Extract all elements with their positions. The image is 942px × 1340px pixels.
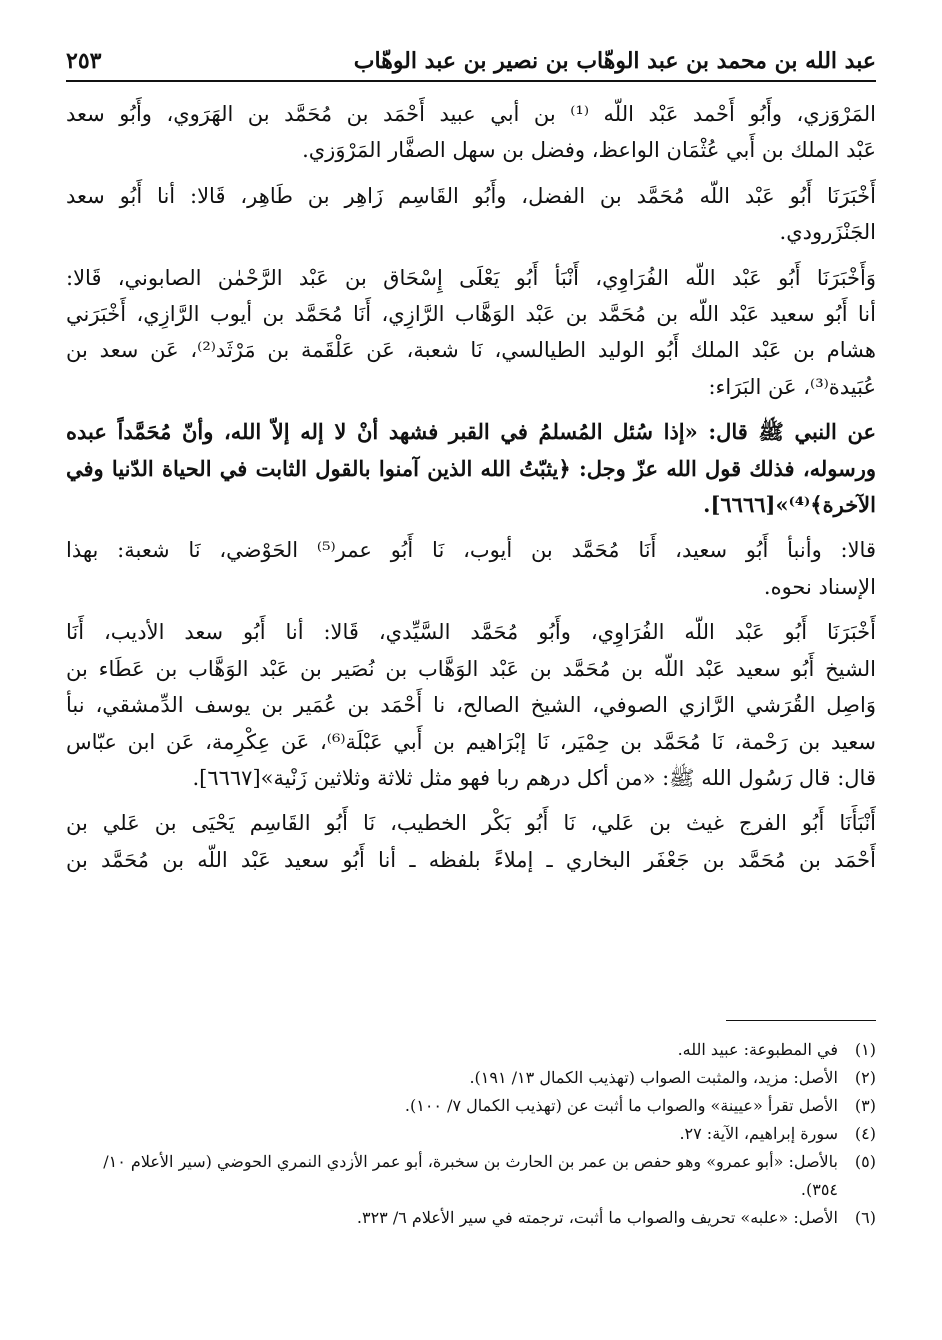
footnote-number: (٤) [854,1124,876,1143]
hadith-line: عن النبي ﷺ قال: «إذا سُئل المُسلمُ في القبر فشهد أنْ لا إله إلاّ الله، وأنّ مُحَمَّداً عبده [66,419,876,445]
text-line: عُبَيدة⁽³⁾، عَن البَرَاء: [708,374,876,399]
running-header [66,34,876,74]
paragraph [66,260,876,406]
text-line: وَأَخْبَرَنَا أَبُو عَبْد اللّه الفُرَاوِي، أَنْبَأ أَبُو يَعْلَى إِسْحَاق بن عَبْد الرَّحْمٰن الصابوني، قَالا: [66,265,876,290]
paragraph [66,96,876,169]
footnote [66,1092,876,1120]
footnotes [66,1036,876,1232]
footnote-number: (٢) [854,1068,876,1087]
footnote [66,1148,876,1204]
text-line: أَخْبَرَنَا أَبُو عَبْد اللّه مُحَمَّد بن الفضل، وأَبُو القَاسِم زَاهِر بن طَاهِر، قَالا: أنا أَبُو سعد [66,183,876,208]
text-line: أَخْبَرَنَا أَبُو عَبْد اللّه الفُرَاوِي، وأَبُو مُحَمَّد السَّيِّدي، قَالا: أنا أَبُو سعد الأديب، أَنَا [66,620,876,645]
paragraph [66,178,876,251]
footnote-text: في المطبوعة: عبيد الله. [677,1040,838,1059]
header-rule [66,80,876,82]
footnote-text: سورة إبراهيم، الآية: ٢٧. [679,1124,838,1143]
paragraph [66,414,876,523]
footnote [66,1204,876,1232]
text-line: الشيخ أَبُو سعيد عَبْد اللّه بن مُحَمَّد بن عَبْد الوَهَّاب بن نُصَير بن عَبْد الوَهَّاب بن عَطَاء بن [66,656,876,681]
footnote-text: الأصل: «علبه» تحريف والصواب ما أثبت، ترجمته في سير الأعلام ٦/ ٣٢٣. [356,1208,838,1227]
footnote-rule [726,1020,876,1021]
text-line: قالا: وأنبأ أَبُو سعيد، أَنَا مُحَمَّد بن أيوب، نَا أَبُو عمر⁽⁵⁾ الحَوْضي، نَا شعبة: بهذا [66,538,876,563]
footnote [66,1036,876,1064]
text-line: سعيد بن رَحْمة، نَا مُحَمَّد بن حِمْيَر، نَا إبْرَاهيم بن أَبي عَبْلَة⁽⁶⁾، عَن عِكْرِمة، عَن ابن عبّاس [66,729,876,754]
hadith-line: الآخرة﴾⁽⁴⁾»[٦٦٦٦]. [703,492,876,518]
text-line: الإسناد نحوه. [763,574,876,599]
running-title: عبد الله بن محمد بن عبد الوهّاب بن نصير بن عبد الوهّاب [353,48,876,74]
footnote-text: الأصل تقرأ «عيينة» والصواب ما أثبت عن (تهذيب الكمال ٧/ ١٠٠). [404,1096,838,1115]
paragraph [66,805,876,878]
paragraph [66,614,876,796]
footnote-number: (٥) [854,1152,876,1171]
footnote [66,1064,876,1092]
text-line: أَنْبَأَنَا أَبُو الفرج غيث بن عَلي، نَا أَبُو بَكْر الخطيب، نَا أَبُو القَاسِم يَحْيَى بن عَلي بن [66,811,876,836]
text-line: وَاصِل القُرَشي الرَّازي الصوفي، الشيخ الصالح، نا أَحْمَد بن عُمَير بن يوسف الدِّمشقي، نبأ [66,693,876,718]
main-text [66,96,876,887]
footnote-number: (٦) [854,1208,876,1227]
text-line: هشام بن عَبْد الملك أَبُو الوليد الطيالسي، نَا شعبة، عَن عَلْقَمة بن مَرْثَد⁽²⁾، عَن سعد بن [66,338,876,363]
text-line: عَبْد الملك بن أَبي عُثْمَان الواعظ، وفضل بن سهل الصفَّار المَرْوَزي. [302,138,876,163]
footnote-number: (٣) [854,1096,876,1115]
footnote [66,1120,876,1148]
text-line: المَرْوَزي، وأَبُو أَحْمد عَبْد اللّه ⁽¹⁾ بن أبي عبيد أَحْمَد بن مُحَمَّد بن الهَرَوي، وأَبُو سعد [66,102,876,126]
text-line: قال: قال رَسُول الله ﷺ: «من أكل درهم ربا فهو مثل ثلاثة وثلاثين زَنْية»[٦٦٦٧]. [192,765,876,790]
footnote-text: بالأصل: «أبو عمرو» وهو حفص بن عمر بن الحارث بن سخبرة، أبو عمر الأزدي النمري الحوضي (سير الأعلام ١٠/ ٣٥٤). [103,1152,838,1199]
footnote-text: الأصل: مزيد، والمثبت الصواب (تهذيب الكمال ١٣/ ١٩١). [469,1068,838,1087]
paragraph [66,532,876,605]
footnote-number: (١) [854,1040,876,1059]
hadith-line: ورسوله، فذلك قول الله عزّ وجل: ﴿يثبّتُ الله الذين آمنوا بالقول الثابت في الحياة الدّنيا وفي [66,455,876,481]
text-line: أَحْمَد بن مُحَمَّد بن جَعْفَر البخاري ـ إملاءً بلفظه ـ أنا أَبُو سعيد عَبْد اللّه بن مُحَمَّد بن [66,847,876,872]
page-number: ٢٥٣ [66,48,102,74]
text-line: أنا أَبُو سعيد عَبْد اللّه بن مُحَمَّد بن عَبْد الوَهَّاب الرَّازِي، أَنَا مُحَمَّد بن أيوب الرَّازِي، أَخْبَرَني [66,302,876,327]
text-line: الجَنْزَرودي. [779,220,876,245]
